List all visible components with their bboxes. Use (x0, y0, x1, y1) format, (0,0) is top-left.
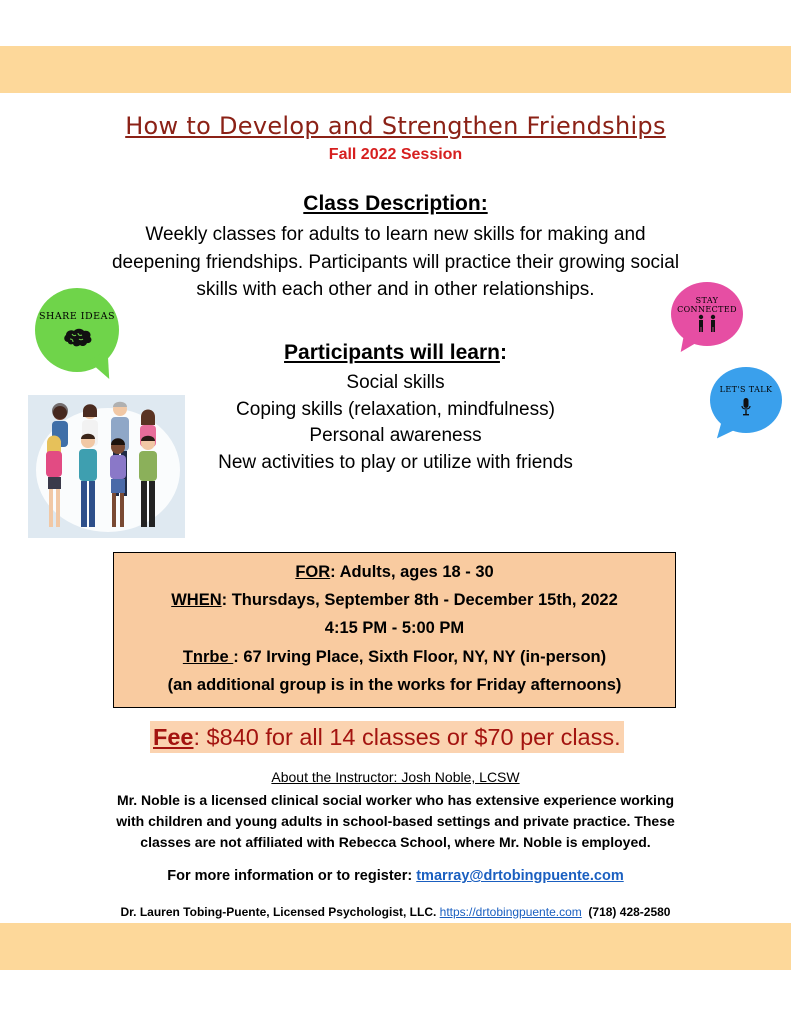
stay-connected-text (677, 296, 737, 314)
learn-item: Coping skills (relaxation, mindfulness) (236, 398, 555, 420)
learn-heading: Participants will learn (284, 341, 500, 364)
footer-line (0, 905, 791, 919)
class-description-heading: Class Description: (303, 192, 488, 215)
brain-icon (62, 328, 92, 350)
bio-line: Mr. Noble is a licensed clinical social worker who has extensive experience working (116, 792, 675, 808)
share-ideas-text: SHARE IDEAS (39, 310, 115, 322)
where-row (114, 643, 675, 671)
stay-text-line: CONNECTED (677, 305, 737, 314)
class-details-box (113, 552, 676, 708)
stay-connected-bubble (671, 282, 743, 346)
website-link[interactable]: https://drtobingpuente.com (439, 905, 582, 919)
description-line: skills with each other and in other relationships. (196, 279, 595, 300)
note-row: (an additional group is in the works for Friday afternoons) (167, 675, 622, 694)
fee-line (150, 721, 624, 753)
for-label: FOR (295, 563, 331, 581)
when-row (114, 586, 675, 614)
instructor-bio (0, 790, 791, 853)
time-row: 4:15 PM - 5:00 PM (324, 619, 465, 638)
where-label: Tnrbe (182, 647, 234, 666)
lets-talk-bubble (710, 367, 782, 433)
for-row (114, 558, 675, 586)
learn-item: New activities to play or utilize with friends (218, 451, 573, 473)
fee-label: Fee (153, 724, 194, 750)
for-value: : Adults, ages 18 - 30 (330, 563, 494, 581)
footer-text: Dr. Lauren Tobing-Puente, Licensed Psychologist, LLC. (120, 905, 440, 919)
page-title: How to Develop and Strengthen Friendships (125, 112, 666, 140)
stay-text-line: STAY (695, 296, 719, 305)
fee-value: : $840 for all 14 classes or $70 per class. (193, 724, 621, 750)
description-line: Weekly classes for adults to learn new skills for making and (145, 224, 646, 245)
when-label: WHEN (171, 591, 222, 610)
bottom-band (0, 923, 791, 970)
bio-line: classes are not affiliated with Rebecca School, where Mr. Noble is employed. (140, 834, 651, 850)
class-description (0, 221, 791, 304)
lets-talk-text: LET'S TALK (719, 384, 773, 394)
register-text: For more information or to register: (167, 868, 417, 884)
learn-heading-colon: : (499, 341, 507, 364)
description-line: deepening friendships. Participants will practice their growing social (111, 251, 680, 273)
phone-number: (718) 428-2580 (581, 905, 671, 919)
register-line (0, 868, 791, 884)
share-ideas-bubble (35, 288, 119, 372)
where-value: : 67 Irving Place, Sixth Floor, NY, NY (in-person) (233, 647, 607, 666)
email-link[interactable]: tmarray@drtobingpuente.com (416, 868, 624, 884)
learn-item: Personal awareness (309, 425, 482, 446)
when-value: : Thursdays, September 8th - December 15th, 2022 (221, 591, 618, 610)
microphone-icon (741, 398, 751, 416)
learn-item: Social skills (346, 372, 445, 393)
session-label: Fall 2022 Session (328, 146, 463, 163)
people-icon (694, 314, 720, 332)
instructor-heading: About the Instructor: Josh Noble, LCSW (271, 769, 520, 785)
bio-line: with children and young adults in school-based settings and private practice. These (116, 813, 675, 829)
top-band (0, 46, 791, 93)
group-of-people-image (28, 395, 185, 538)
people-illustration (28, 395, 185, 538)
